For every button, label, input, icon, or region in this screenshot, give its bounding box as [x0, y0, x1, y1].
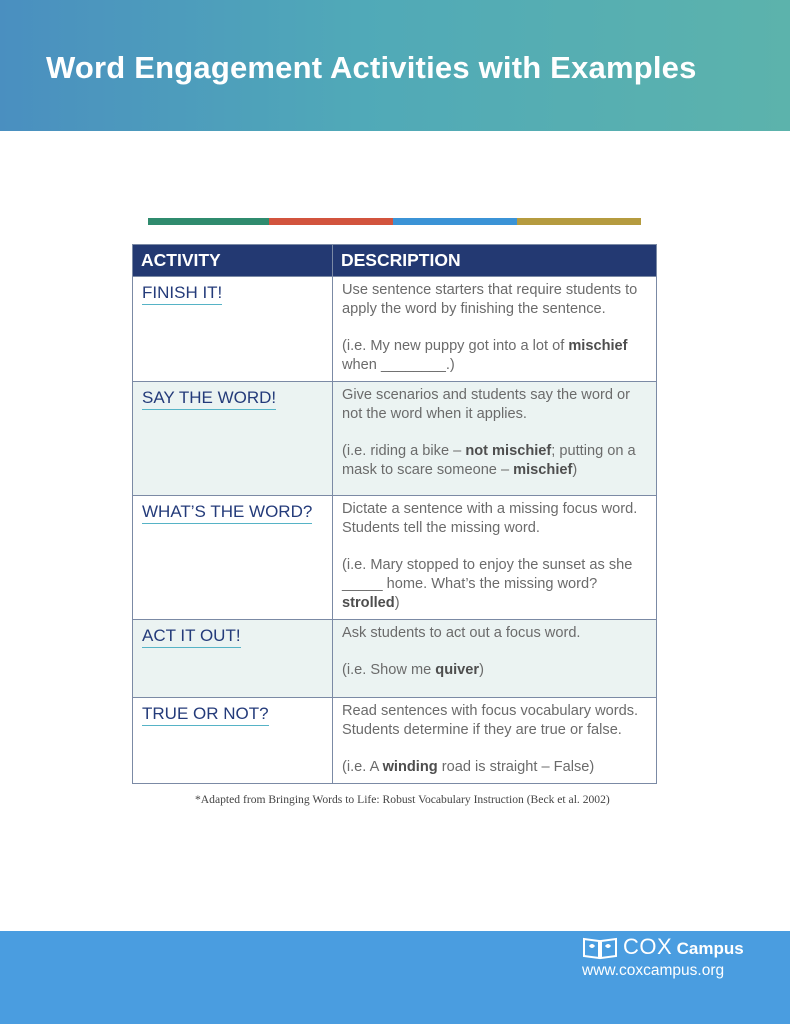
brand-logo-text [623, 934, 744, 960]
activities-table [132, 244, 657, 784]
example-text: (i.e. Show me quiver) [342, 662, 484, 678]
activity-cell [133, 698, 333, 783]
description-cell [333, 496, 656, 619]
description-cell [333, 620, 656, 697]
table-row [133, 495, 656, 619]
description-cell [333, 698, 656, 783]
activity-name: TRUE OR NOT? [142, 704, 269, 726]
activity-name: FINISH IT! [142, 283, 222, 305]
header-activity: ACTIVITY [133, 245, 333, 276]
header-description: DESCRIPTION [341, 250, 461, 270]
example-text: (i.e. My new puppy got into a lot of mischief when ________.) [342, 338, 628, 373]
website-url[interactable]: www.coxcampus.org [582, 962, 725, 979]
activity-cell [133, 620, 333, 697]
description-text: Use sentence starters that require students to apply the word by finishing the sentence. [342, 282, 638, 317]
color-stripe-gold [517, 218, 641, 225]
color-stripe-blue [393, 218, 517, 225]
header-banner [0, 0, 790, 131]
description-text: Give scenarios and students say the word or not the word when it applies. [342, 387, 630, 422]
activity-cell [133, 277, 333, 381]
description-text: Read sentences with focus vocabulary words. Students determine if they are true or false. [342, 703, 639, 738]
activity-cell [133, 496, 333, 619]
table-row [133, 276, 656, 381]
table-row [133, 619, 656, 697]
activity-name: WHAT’S THE WORD? [142, 502, 312, 524]
citation-note: *Adapted from Bringing Words to Life: Robust Vocabulary Instruction (Beck et al. 2002) [195, 793, 610, 806]
description-cell [333, 277, 656, 381]
table-row [133, 381, 656, 495]
color-stripe-red [269, 218, 393, 225]
table-header [133, 245, 656, 276]
description-text: Ask students to act out a focus word. [342, 625, 581, 641]
activity-name: SAY THE WORD! [142, 388, 276, 410]
page-title: Word Engagement Activities with Examples [46, 50, 697, 85]
brand-campus: Campus [676, 939, 744, 958]
color-stripe-green [148, 218, 269, 225]
example-text: (i.e. A winding road is straight – False) [342, 759, 595, 775]
example-text: (i.e. riding a bike – not mischief; putting on a mask to scare someone – mischief) [342, 443, 636, 478]
example-text: (i.e. Mary stopped to enjoy the sunset as she _____ home. What’s the missing word? strolled) [342, 557, 633, 611]
brand-cox: COX [623, 934, 673, 959]
description-text: Dictate a sentence with a missing focus word. Students tell the missing word. [342, 501, 638, 536]
activity-name: ACT IT OUT! [142, 626, 241, 648]
table-row [133, 697, 656, 783]
open-book-icon [582, 936, 618, 960]
activity-cell [133, 382, 333, 495]
description-cell [333, 382, 656, 495]
